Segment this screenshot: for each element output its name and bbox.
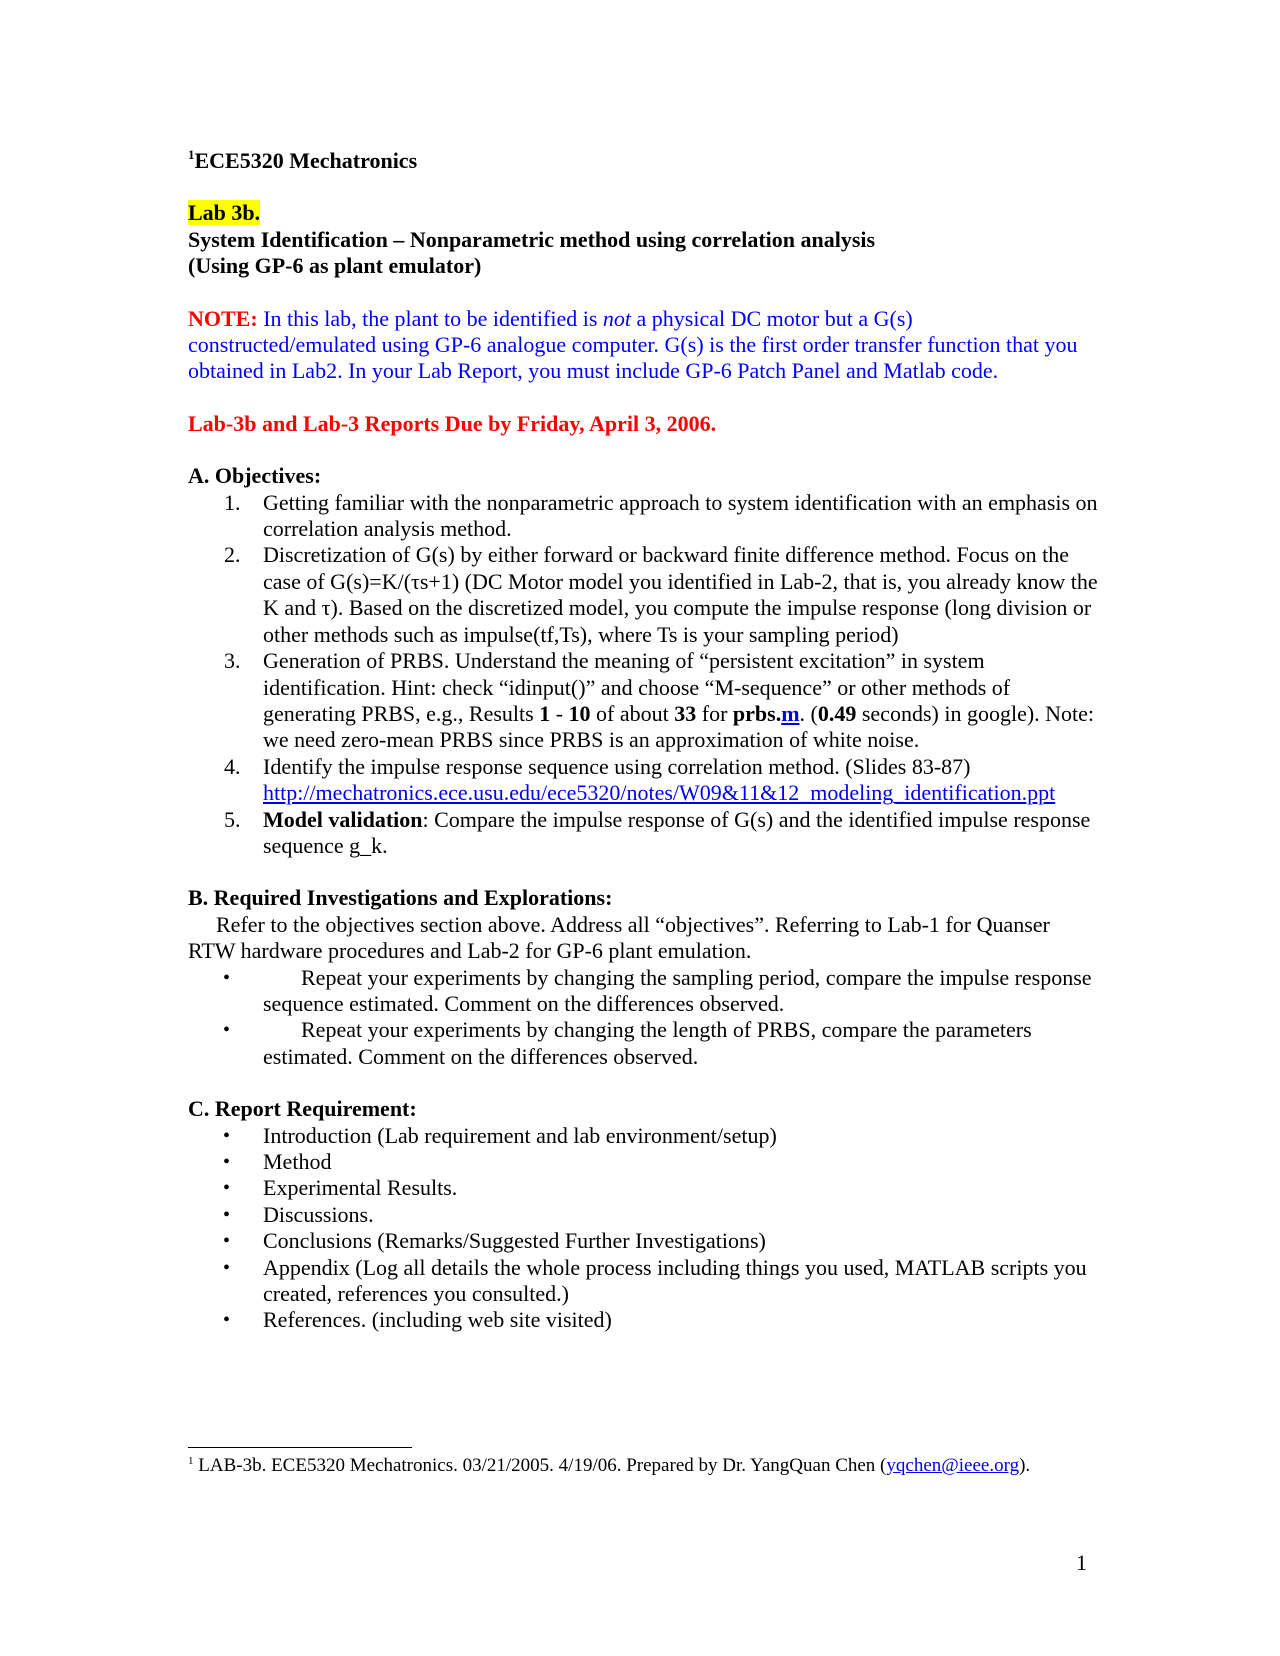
list-item: 2. Discretization of G(s) by either forward or backward finite difference method. Focus on the case of G(s)=K/(τs+1) (DC Motor model you identified in Lab-2, that is, you already know the K and τ). Based on the discretized model, you compute the impulse response (long division or other methods such as impulse(tf,Ts), where Ts is your sampling period) — [224, 542, 1098, 647]
list-item: • Repeat your experiments by changing the sampling period, compare the impulse response sequence estimated. Comment on the differences observed. — [223, 964, 1092, 1016]
email-link[interactable]: yqchen@ieee.org — [886, 1455, 1020, 1476]
bullet-icon: • — [223, 1230, 231, 1253]
list-item: 3. Generation of PRBS. Understand the meaning of “persistent excitation” in system identification. Hint: check “idinput()” and choose “M-sequence” or other methods of generating PRBS, e.g., Results 1 - 10 of about 33 for prbs.m. (0.49 seconds) in google). Note: we need zero-mean PRBS since PRBS is an approximation of white noise. — [224, 648, 1095, 753]
prbs-m-link[interactable]: m — [781, 700, 800, 726]
bullet-icon: • — [223, 1177, 231, 1200]
footnote-ref[interactable]: 1 — [188, 147, 195, 162]
bullet-icon: • — [223, 1203, 231, 1226]
bullet-icon: • — [223, 1151, 231, 1173]
list-item: • Conclusions (Remarks/Suggested Further Investigations) — [223, 1228, 766, 1254]
course-title: $^1$ECE5320 Mechatronics — [188, 147, 418, 173]
list-item: • Repeat your experiments by changing the length of PRBS, compare the parameters estimated. Comment on the differences observed. — [223, 1017, 1032, 1069]
bullet-icon: • — [223, 1309, 231, 1332]
page-number: 1 — [1076, 1550, 1087, 1575]
footnote-divider — [188, 1447, 412, 1448]
lab-subtitle: (Using GP-6 as plant emulator) — [188, 253, 482, 279]
due-date: Lab-3b and Lab-3 Reports Due by Friday, April 3, 2006. — [188, 410, 717, 436]
list-item: • References. (including web site visited) — [223, 1307, 612, 1333]
list-item: • Experimental Results. — [223, 1175, 458, 1201]
lab-label: Lab 3b. — [188, 200, 261, 226]
bullet-icon: • — [223, 966, 231, 989]
list-item: • Discussions. — [223, 1201, 374, 1227]
investigations-intro: Refer to the objectives section above. Address all “objectives”. Referring to Lab-1 for Quanser RTW hardware procedures and Lab-2 for GP-6 plant emulation. — [188, 911, 1050, 964]
list-item: 4. Identify the impulse response sequence using correlation method. (Slides 83-87) http://mechatronics.ece.usu.edu/ece5320/notes/W09&11&12_modeling_identification.ppt — [224, 753, 1056, 806]
bullet-icon: • — [223, 1019, 231, 1042]
list-item: • Method — [223, 1149, 332, 1174]
footnote: $^1$ LAB-3b. ECE5320 Mechatronics. 03/21/2005. 4/19/06. Prepared by Dr. YangQuan Chen (yqchen@ieee.org). — [188, 1455, 1031, 1476]
lab-title: System Identification – Nonparametric method using correlation analysis — [188, 226, 876, 252]
investigations-heading: B. Required Investigations and Explorations: — [188, 885, 613, 911]
slides-link[interactable]: http://mechatronics.ece.usu.edu/ece5320/notes/W09&11&12_modeling_identification.ppt — [263, 780, 1056, 806]
note-paragraph: NOTE: In this lab, the plant to be identified is not a physical DC motor but a G(s) constructed/emulated using GP-6 analogue computer. G(s) is the first order transfer function that you obtained in Lab2. In your Lab Report, you must include GP-6 Patch Panel and Matlab code. — [188, 305, 1078, 384]
list-item: • Introduction (Lab requirement and lab environment/setup) — [223, 1122, 777, 1148]
document-body — [188, 148, 1098, 1334]
list-item: 1. Getting familiar with the nonparametric approach to system identification with an emphasis on correlation analysis method. — [224, 489, 1098, 542]
report-list — [188, 1123, 1098, 1334]
report-heading: C. Report Requirement: — [188, 1096, 417, 1122]
note-label: NOTE: — [188, 305, 258, 331]
list-item: 5. Model validation: Compare the impulse response of G(s) and the identified impulse response sequence g_k. — [224, 806, 1091, 858]
bullet-icon: • — [223, 1256, 231, 1279]
objectives-list — [188, 490, 1098, 860]
investigations-list — [188, 965, 1098, 1071]
bullet-icon: • — [223, 1124, 231, 1147]
objectives-heading: A. Objectives: — [188, 463, 322, 489]
list-item: • Appendix (Log all details the whole process including things you used, MATLAB scripts you created, references you consulted.) — [223, 1254, 1087, 1307]
